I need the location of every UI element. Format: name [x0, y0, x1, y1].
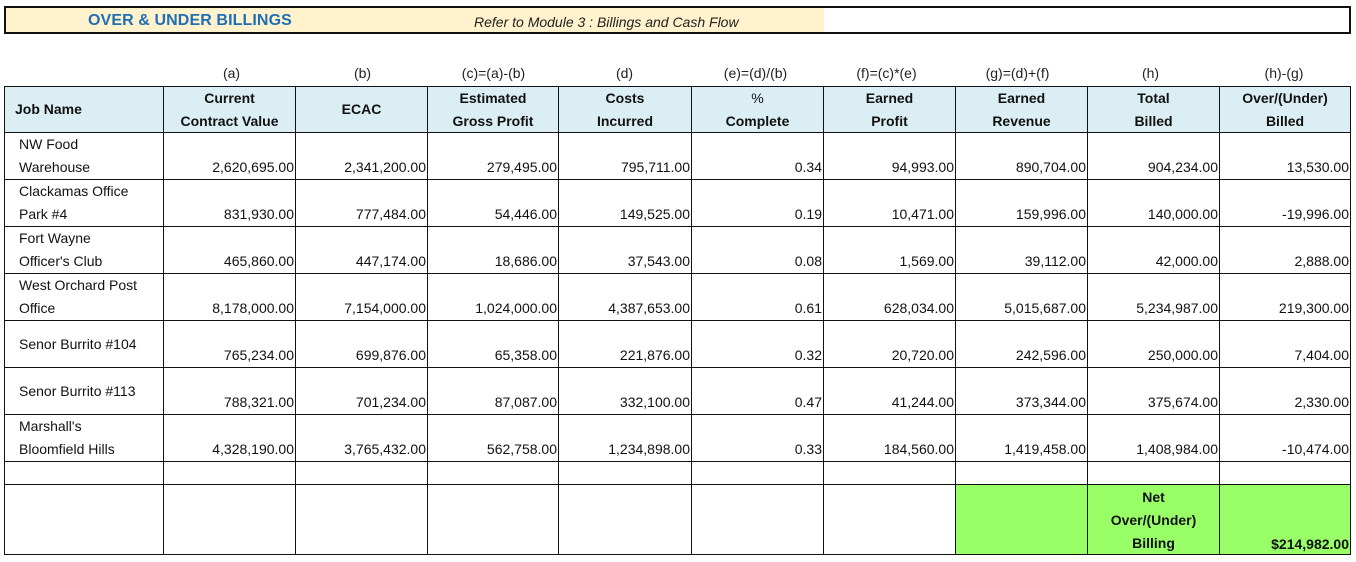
formula-a[interactable]: (a) [222, 65, 241, 81]
formula-e[interactable]: (e)=(d)/(b) [723, 65, 788, 81]
net-billing-total[interactable]: $214,982.00 [1271, 536, 1349, 552]
row-4-over-under[interactable]: 7,404.00 [1294, 347, 1349, 363]
row-2-ecac[interactable]: 447,174.00 [355, 253, 426, 269]
row-0-job-name-line1[interactable]: NW Food [19, 136, 79, 152]
header-over-under-line1[interactable]: Over/(Under) [1242, 90, 1328, 106]
formula-d[interactable]: (d) [615, 65, 634, 81]
row-2-earned-profit[interactable]: 1,569.00 [899, 253, 954, 269]
row-0-total-billed[interactable]: 904,234.00 [1147, 159, 1218, 175]
row-4-gross-profit[interactable]: 65,358.00 [494, 347, 557, 363]
header-ecac[interactable]: ECAC [341, 101, 382, 117]
row-0-percent[interactable]: 0.34 [794, 159, 822, 175]
row-6-earned-revenue[interactable]: 1,419,458.00 [1004, 441, 1086, 457]
row-6-ecac[interactable]: 3,765,432.00 [344, 441, 426, 457]
row-4-ecac[interactable]: 699,876.00 [355, 347, 426, 363]
row-3-contract-value[interactable]: 8,178,000.00 [212, 300, 294, 316]
header-current-line1[interactable]: Current [204, 90, 255, 106]
row-4-earned-profit[interactable]: 20,720.00 [891, 347, 954, 363]
row-3-job-name-line1[interactable]: West Orchard Post [19, 277, 138, 293]
row-4-costs[interactable]: 221,876.00 [619, 347, 690, 363]
row-1-gross-profit[interactable]: 54,446.00 [494, 206, 557, 222]
row-2-over-under[interactable]: 2,888.00 [1294, 253, 1349, 269]
row-5-contract-value[interactable]: 788,321.00 [223, 394, 294, 410]
row-5-job-name-line1[interactable]: Senor Burrito #113 [19, 383, 136, 399]
formula-b[interactable]: (b) [353, 65, 372, 81]
row-0-over-under[interactable]: 13,530.00 [1286, 159, 1349, 175]
row-3-gross-profit[interactable]: 1,024,000.00 [475, 300, 557, 316]
row-5-total-billed[interactable]: 375,674.00 [1147, 394, 1218, 410]
header-costs-line1[interactable]: Costs [605, 90, 645, 106]
row-6-over-under[interactable]: -10,474.00 [1282, 441, 1349, 457]
row-1-costs[interactable]: 149,525.00 [619, 206, 690, 222]
row-5-costs[interactable]: 332,100.00 [619, 394, 690, 410]
row-4-total-billed[interactable]: 250,000.00 [1147, 347, 1218, 363]
row-2-gross-profit[interactable]: 18,686.00 [494, 253, 557, 269]
net-billing-label-line2[interactable]: Over/(Under) [1110, 512, 1197, 528]
billings-table [4, 86, 1351, 555]
row-0-costs[interactable]: 795,711.00 [620, 159, 690, 175]
row-1-job-name-line2[interactable]: Park #4 [19, 206, 68, 222]
net-billing-label-line1[interactable]: Net [1142, 489, 1165, 505]
row-1-earned-profit[interactable]: 10,471.00 [891, 206, 954, 222]
header-earned-profit-line1[interactable]: Earned [865, 90, 914, 106]
header-gross-profit-line1[interactable]: Estimated [459, 90, 527, 106]
row-1-earned-revenue[interactable]: 159,996.00 [1015, 206, 1086, 222]
row-4-earned-revenue[interactable]: 242,596.00 [1015, 347, 1086, 363]
module-reference: Refer to Module 3 : Billings and Cash Flow [474, 14, 739, 30]
row-6-job-name-line2[interactable]: Bloomfield Hills [19, 441, 115, 457]
row-1-over-under[interactable]: -19,996.00 [1282, 206, 1349, 222]
header-total-billed-line1[interactable]: Total [1137, 90, 1170, 106]
row-3-ecac[interactable]: 7,154,000.00 [344, 300, 426, 316]
row-3-percent[interactable]: 0.61 [794, 300, 822, 316]
row-6-earned-profit[interactable]: 184,560.00 [883, 441, 954, 457]
row-2-earned-revenue[interactable]: 39,112.00 [1024, 253, 1086, 269]
row-0-gross-profit[interactable]: 279,495.00 [486, 159, 557, 175]
row-3-earned-profit[interactable]: 628,034.00 [883, 300, 954, 316]
row-0-ecac[interactable]: 2,341,200.00 [344, 159, 426, 175]
row-3-job-name-line2[interactable]: Office [19, 300, 56, 316]
row-5-gross-profit[interactable]: 87,087.00 [494, 394, 557, 410]
header-earned-revenue-line2[interactable]: Revenue [992, 113, 1051, 129]
row-5-earned-profit[interactable]: 41,244.00 [891, 394, 954, 410]
title-banner [4, 6, 1351, 34]
row-0-earned-revenue[interactable]: 890,704.00 [1015, 159, 1086, 175]
header-percent-line2[interactable]: Complete [725, 113, 790, 129]
header-earned-profit-line2[interactable]: Profit [871, 113, 908, 129]
row-6-job-name-line1[interactable]: Marshall's [19, 418, 82, 434]
row-2-contract-value[interactable]: 465,860.00 [223, 253, 294, 269]
row-2-costs[interactable]: 37,543.00 [627, 253, 690, 269]
header-over-under-line2[interactable]: Billed [1265, 113, 1305, 129]
row-1-job-name-line1[interactable]: Clackamas Office [19, 183, 129, 199]
formula-f[interactable]: (f)=(c)*(e) [856, 65, 917, 81]
row-0-contract-value[interactable]: 2,620,695.00 [212, 159, 294, 175]
formula-c[interactable]: (c)=(a)-(b) [461, 65, 526, 81]
row-0-job-name-line2[interactable]: Warehouse [19, 159, 91, 175]
header-job-name[interactable]: Job Name [15, 101, 82, 117]
row-1-ecac[interactable]: 777,484.00 [355, 206, 426, 222]
header-gross-profit-line2[interactable]: Gross Profit [452, 113, 534, 129]
row-6-gross-profit[interactable]: 562,758.00 [486, 441, 557, 457]
header-percent-line1[interactable]: % [751, 90, 764, 106]
row-3-costs[interactable]: 4,387,653.00 [608, 300, 690, 316]
row-3-total-billed[interactable]: 5,234,987.00 [1136, 300, 1218, 316]
row-2-percent[interactable]: 0.08 [794, 253, 822, 269]
row-4-percent[interactable]: 0.32 [794, 347, 822, 363]
row-0-earned-profit[interactable]: 94,993.00 [891, 159, 954, 175]
row-5-ecac[interactable]: 701,234.00 [355, 394, 426, 410]
row-4-job-name-line1[interactable]: Senor Burrito #104 [19, 336, 137, 352]
row-1-percent[interactable]: 0.19 [794, 206, 822, 222]
row-6-percent[interactable]: 0.33 [794, 441, 822, 457]
row-6-total-billed[interactable]: 1,408,984.00 [1136, 441, 1218, 457]
formula-h[interactable]: (h) [1141, 65, 1160, 81]
header-total-billed-line2[interactable]: Billed [1134, 113, 1173, 129]
row-5-earned-revenue[interactable]: 373,344.00 [1015, 394, 1086, 410]
row-2-job-name-line2[interactable]: Officer's Club [19, 253, 103, 269]
row-3-earned-revenue[interactable]: 5,015,687.00 [1004, 300, 1086, 316]
header-costs-line2[interactable]: Incurred [596, 113, 653, 129]
row-5-over-under[interactable]: 2,330.00 [1294, 394, 1349, 410]
net-billing-label-line3[interactable]: Billing [1132, 535, 1175, 551]
row-1-contract-value[interactable]: 831,930.00 [223, 206, 294, 222]
formula-g[interactable]: (g)=(d)+(f) [985, 65, 1050, 81]
row-6-contract-value[interactable]: 4,328,190.00 [212, 441, 294, 457]
row-6-costs[interactable]: 1,234,898.00 [608, 441, 690, 457]
row-2-job-name-line1[interactable]: Fort Wayne [19, 230, 91, 246]
row-2-total-billed[interactable]: 42,000.00 [1155, 253, 1218, 269]
header-current-line2[interactable]: Contract Value [180, 113, 279, 129]
row-4-contract-value[interactable]: 765,234.00 [223, 347, 294, 363]
row-5-percent[interactable]: 0.47 [794, 394, 822, 410]
row-3-over-under[interactable]: 219,300.00 [1278, 300, 1349, 316]
sheet-title: OVER & UNDER BILLINGS [88, 12, 292, 29]
row-1-total-billed[interactable]: 140,000.00 [1147, 206, 1218, 222]
header-earned-revenue-line1[interactable]: Earned [997, 90, 1046, 106]
formula-row [0, 65, 1356, 85]
formula-h-minus-g[interactable]: (h)-(g) [1264, 65, 1304, 81]
